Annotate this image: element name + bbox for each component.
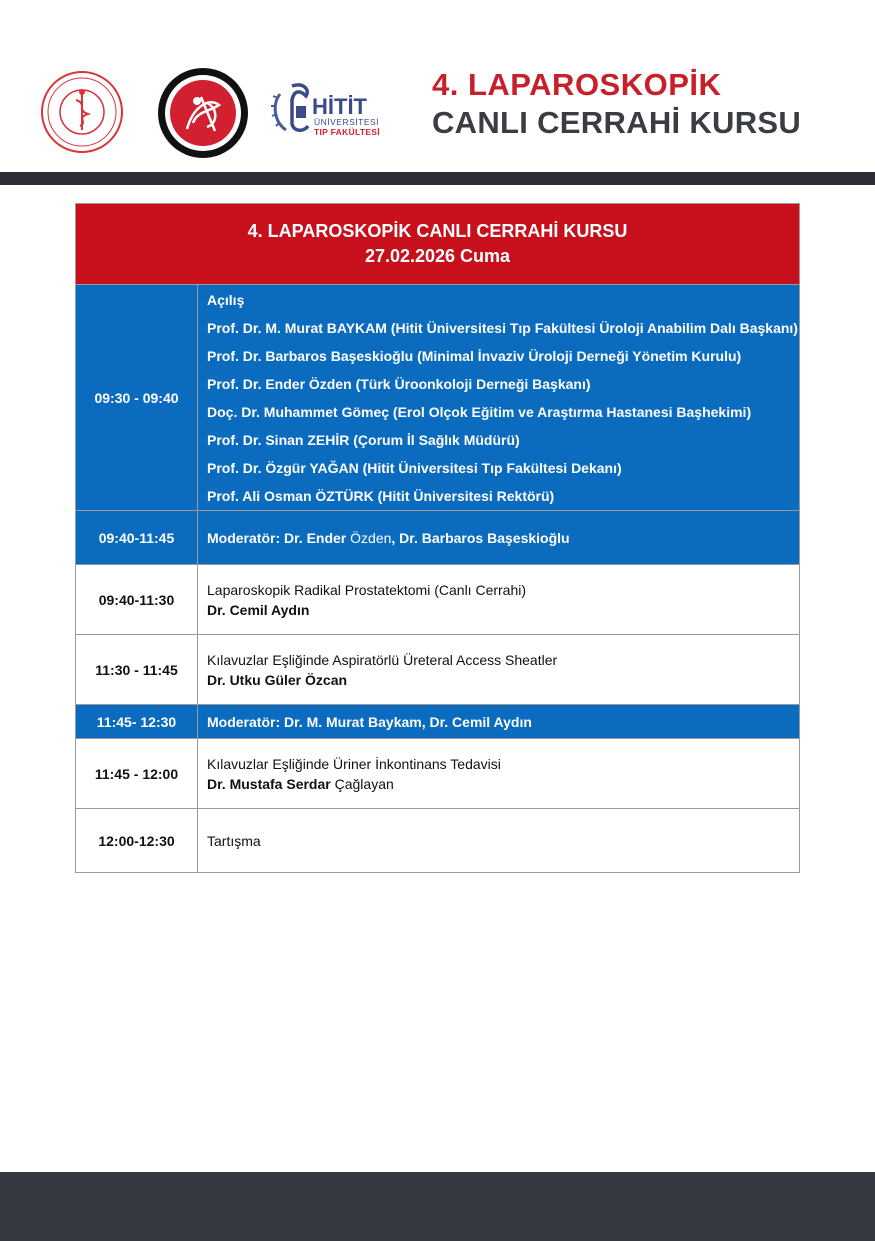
- header-divider-band: [0, 172, 875, 185]
- talk3-speaker-rest: Çağlayan: [330, 775, 394, 792]
- table-row: [76, 739, 800, 809]
- schedule-date: 27.02.2026 Cuma: [364, 246, 511, 266]
- session2-moderators: Moderatör: Dr. M. Murat Baykam, Dr. Cemil Aydın: [198, 705, 800, 739]
- talk2-content: [198, 635, 800, 705]
- session2-time: 11:45- 12:30: [76, 705, 198, 739]
- course-brand-title: [432, 66, 852, 142]
- table-row: [76, 809, 800, 873]
- moderator-prefix: Moderatör: Dr. Ender: [207, 529, 351, 546]
- hitit-line3-text: TIP FAKÜLTESİ: [314, 127, 380, 137]
- moderator-suffix: , Dr. Barbaros Başeskioğlu: [391, 529, 570, 546]
- talk3-title: Kılavuzlar Eşliğinde Üriner İnkontinans Tedavisi: [207, 755, 501, 772]
- speaker-line: Prof. Dr. Barbaros Başeskioğlu (Minimal İnvaziv Üroloji Derneği Yönetim Kurulu): [207, 347, 742, 364]
- talk1-content: [198, 565, 800, 635]
- moderator-name-thin: Özden: [350, 529, 392, 546]
- speaker-line: Prof. Dr. M. Murat BAYKAM (Hitit Üniversitesi Tıp Fakültesi Üroloji Anabilim Dalı Başkanı): [207, 319, 798, 336]
- opening-heading: Açılış: [207, 291, 245, 308]
- session1-time: 09:40-11:45: [76, 511, 198, 565]
- session1-moderators: [198, 511, 800, 565]
- schedule-table: [75, 203, 800, 873]
- speaker-line: Prof. Dr. Özgür YAĞAN (Hitit Üniversitesi Tıp Fakültesi Dekanı): [207, 459, 622, 476]
- talk3-content: [198, 739, 800, 809]
- discussion-time: 12:00-12:30: [76, 809, 198, 873]
- schedule-title: 4. LAPAROSKOPİK CANLI CERRAHİ KURSU: [247, 221, 628, 241]
- schedule-title-cell: [76, 204, 800, 285]
- discussion-title: Tartışma: [198, 809, 800, 873]
- speaker-line: Prof. Dr. Sinan ZEHİR (Çorum İl Sağlık Müdürü): [207, 431, 520, 448]
- talk2-speaker: Dr. Utku Güler Özcan: [207, 671, 348, 688]
- talk2-title: Kılavuzlar Eşliğinde Aspiratörlü Üreteral Access Sheatler: [207, 651, 558, 668]
- table-row: [76, 635, 800, 705]
- association-logo: [157, 67, 249, 159]
- speaker-line: Doç. Dr. Muhammet Gömeç (Erol Olçok Eğitim ve Araştırma Hastanesi Başhekimi): [207, 403, 752, 420]
- health-seal-logo: [40, 70, 124, 154]
- brand-title-line2: CANLI CERRAHİ KURSU: [432, 105, 802, 140]
- footer-band: [0, 1172, 875, 1241]
- talk3-speaker-bold: Dr. Mustafa Serdar: [207, 775, 331, 792]
- speaker-line: Prof. Ali Osman ÖZTÜRK (Hitit Üniversitesi Rektörü): [207, 487, 555, 504]
- talk2-time: 11:30 - 11:45: [76, 635, 198, 705]
- table-row: [76, 705, 800, 739]
- hitit-university-logo: [270, 76, 392, 142]
- table-row: [76, 511, 800, 565]
- brand-title-line1: 4. LAPAROSKOPİK: [432, 67, 722, 102]
- table-row: [76, 565, 800, 635]
- opening-time: 09:30 - 09:40: [76, 285, 198, 511]
- talk1-title: Laparoskopik Radikal Prostatektomi (Canlı Cerrahi): [207, 581, 527, 598]
- talk1-speaker: Dr. Cemil Aydın: [207, 601, 310, 618]
- speaker-line: Prof. Dr. Ender Özden (Türk Üroonkoloji Derneği Başkanı): [207, 375, 591, 392]
- table-row: [76, 285, 800, 511]
- hitit-brand-text: HİTİT: [312, 94, 367, 119]
- opening-content: [198, 285, 800, 511]
- talk3-time: 11:45 - 12:00: [76, 739, 198, 809]
- hitit-line2-text: ÜNİVERSİTESİ: [314, 117, 380, 127]
- talk1-time: 09:40-11:30: [76, 565, 198, 635]
- page-header: [0, 0, 875, 172]
